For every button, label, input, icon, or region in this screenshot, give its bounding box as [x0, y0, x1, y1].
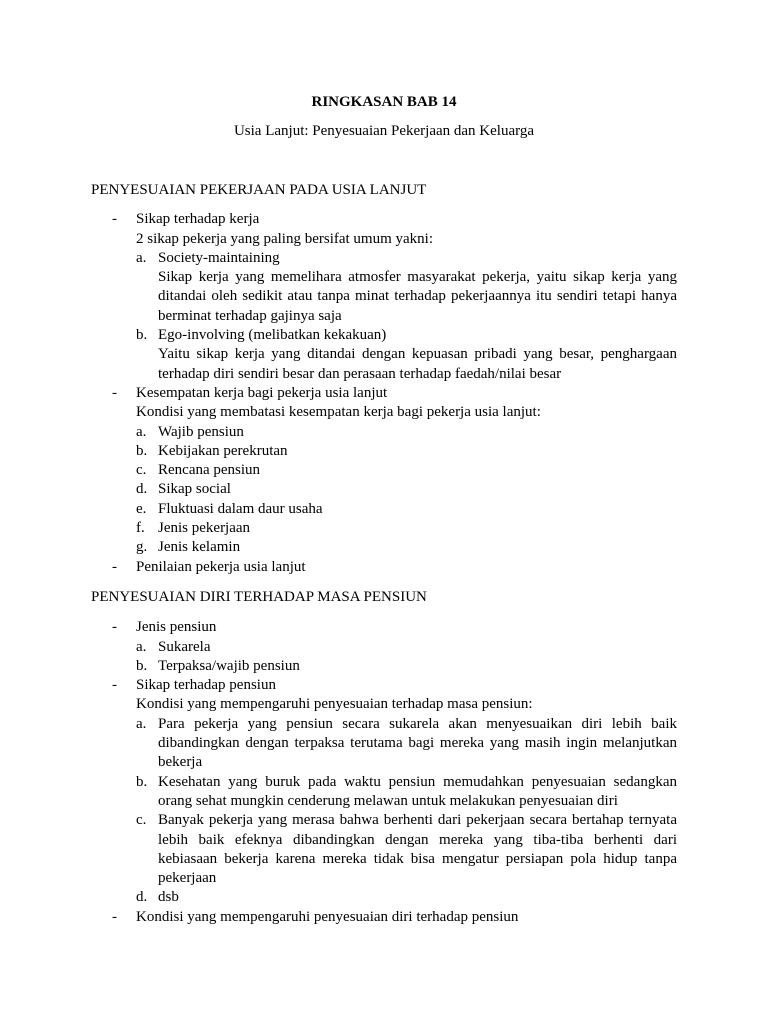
sub-list	[136, 715, 677, 908]
list-item	[136, 480, 677, 499]
item-intro: Kondisi yang membatasi kesempatan kerja bagi pekerja usia lanjut:	[136, 404, 541, 421]
list-item	[136, 773, 677, 812]
sub-item-label: Kebijakan perekrutan	[158, 442, 288, 459]
section-heading-retirement-adjustment: PENYESUAIAN DIRI TERHADAP MASA PENSIUN	[91, 588, 427, 605]
list-item	[136, 657, 677, 676]
list-item	[136, 461, 677, 480]
item-intro: Kondisi yang mempengaruhi penyesuaian terhadap masa pensiun:	[136, 696, 533, 713]
sub-marker: a.	[136, 715, 147, 732]
list-item	[136, 811, 677, 888]
list-item	[136, 519, 677, 538]
sub-item-label: Terpaksa/wajib pensiun	[158, 657, 300, 674]
dash-marker: -	[112, 211, 117, 228]
dash-marker: -	[112, 908, 117, 925]
sub-marker: d.	[136, 889, 148, 906]
sub-item-description: Sikap kerja yang memelihara atmosfer masyarakat pekerja, yaitu sikap kerja yang ditandai oleh sedikit atau tanpa minat terhadap pekerjaannya itu sendiri tetapi hanya berminat terhadap gajinya saja	[158, 269, 677, 324]
item-label: Sikap terhadap kerja	[136, 211, 260, 228]
sub-marker: c.	[136, 462, 147, 479]
dash-marker: -	[112, 384, 117, 401]
sub-item-label: Society-maintaining	[158, 249, 280, 266]
sub-marker: b.	[136, 327, 148, 344]
item-label: Kondisi yang mempengaruhi penyesuaian diri terhadap pensiun	[136, 908, 519, 925]
sub-marker: g.	[136, 539, 148, 556]
item-label: Sikap terhadap pensiun	[136, 677, 276, 694]
sub-marker: d.	[136, 481, 148, 498]
sub-list	[136, 638, 677, 677]
sub-marker: a.	[136, 249, 147, 266]
list-item-retirement-conditions	[91, 908, 677, 927]
sub-marker: b.	[136, 657, 148, 674]
list-item	[136, 423, 677, 442]
item-label: Penilaian pekerja usia lanjut	[136, 558, 306, 575]
sub-marker: b.	[136, 773, 148, 790]
sub-item-label: Sikap social	[158, 481, 231, 498]
sub-list	[136, 423, 677, 558]
list-item	[136, 638, 677, 657]
sub-item-label: Fluktuasi dalam daur usaha	[158, 500, 323, 517]
list-item-retirement-attitude	[91, 676, 677, 908]
dash-marker: -	[112, 677, 117, 694]
list-item-worker-assessment	[91, 558, 677, 577]
sub-marker: e.	[136, 500, 147, 517]
sub-item-society-maintaining	[136, 249, 677, 326]
sub-item-label: Rencana pensiun	[158, 462, 261, 479]
sub-marker: c.	[136, 812, 147, 829]
section-heading-work-adjustment: PENYESUAIAN PEKERJAAN PADA USIA LANJUT	[91, 182, 427, 198]
sub-item-label: Ego-involving (melibatkan kekakuan)	[158, 327, 387, 344]
item-label: Jenis pensiun	[136, 619, 217, 636]
sub-item-ego-involving	[136, 326, 677, 384]
sub-item-description: Yaitu sikap kerja yang ditandai dengan kepuasan pribadi yang besar, penghargaan terhadap diri sendiri besar dan perasaan terhadap faedah/nilai besar	[158, 346, 677, 382]
sub-item-label: Wajib pensiun	[158, 423, 244, 440]
document-body	[91, 181, 677, 927]
sub-item-label: Para pekerja yang pensiun secara sukarela akan menyesuaikan diri lebih baik dibandingkan dengan terpaksa terutama bagi mereka yang masih ingin melanjutkan bekerja	[158, 715, 677, 771]
sub-marker: a.	[136, 423, 147, 440]
item-label: Kesempatan kerja bagi pekerja usia lanjut	[136, 384, 388, 401]
sub-item-label: Banyak pekerja yang merasa bahwa berhenti dari pekerjaan secara bertahap ternyata lebih baik efeknya dibandingkan dengan mereka yang tiba-tiba berhenti dari kebiasaan bekerja karena mereka tidak bisa mengatur persiapan pola hidup tanpa pekerjaan	[158, 812, 677, 887]
item-intro: 2 sikap pekerja yang paling bersifat umum yakni:	[136, 230, 434, 247]
sub-item-label: Kesehatan yang buruk pada waktu pensiun memudahkan penyesuaian sedangkan orang sehat mungkin cenderung melawan untuk melakukan penyesuaian diri	[158, 773, 677, 809]
list-item	[136, 500, 677, 519]
list-item	[136, 538, 677, 557]
sub-item-label: dsb	[158, 889, 179, 906]
sub-marker: a.	[136, 638, 147, 655]
list-item	[136, 715, 677, 773]
sub-item-label: Jenis kelamin	[158, 539, 241, 556]
sub-marker: f.	[136, 520, 145, 537]
sub-item-label: Jenis pekerjaan	[158, 520, 251, 537]
document-subtitle: Usia Lanjut: Penyesuaian Pekerjaan dan Keluarga	[233, 123, 535, 139]
sub-list	[136, 249, 677, 384]
list-item-work-attitude	[91, 210, 677, 384]
dash-marker: -	[112, 619, 117, 636]
dash-marker: -	[112, 558, 117, 575]
list-item-work-opportunity	[91, 384, 677, 558]
list-item	[136, 442, 677, 461]
list-item	[136, 888, 677, 907]
list-item-retirement-types	[91, 618, 677, 676]
sub-marker: b.	[136, 442, 148, 459]
document-title: RINGKASAN BAB 14	[311, 94, 457, 110]
sub-item-label: Sukarela	[158, 638, 211, 655]
